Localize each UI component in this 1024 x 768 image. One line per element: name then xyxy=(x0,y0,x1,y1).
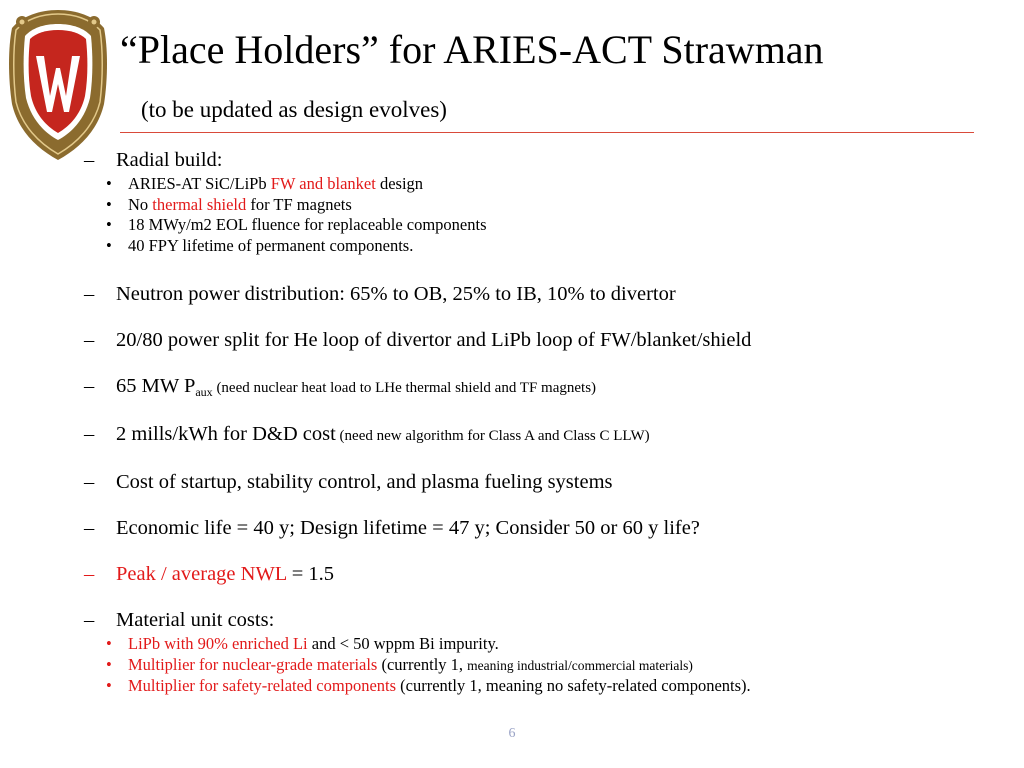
highlight-text: thermal shield xyxy=(152,194,247,214)
item-dd-cost xyxy=(84,420,1004,450)
item-radial-build xyxy=(84,146,1004,174)
bullet-marker: • xyxy=(106,194,112,214)
item-text: 2 mills/kWh for D&D cost xyxy=(116,423,336,445)
item-text: Economic life = 40 y; Design lifetime = 47 y; Consider 50 or 60 y life? xyxy=(116,517,700,539)
item-note: (need new algorithm for Class A and Class C LLW) xyxy=(335,428,650,444)
dash-marker: – xyxy=(84,517,95,539)
item-peak-nwl xyxy=(84,560,1004,588)
item-material-costs xyxy=(84,606,1004,634)
item-power-split xyxy=(84,326,1004,354)
item-note: (need nuclear heat load to LHe thermal shield and TF magnets) xyxy=(212,380,597,396)
item-text: Neutron power distribution: 65% to OB, 25% to IB, 10% to divertor xyxy=(116,283,676,305)
item-text: 20/80 power split for He loop of divertor and LiPb loop of FW/blanket/shield xyxy=(116,329,752,351)
radial-build-bullets xyxy=(84,174,1004,256)
highlight-text: Multiplier for nuclear-grade materials xyxy=(128,654,378,674)
material-cost-bullets xyxy=(84,634,1004,697)
slide-title: “Place Holders” for ARIES-ACT Strawman xyxy=(120,27,824,72)
item-text: Material unit costs: xyxy=(116,609,275,631)
item-text: 65 MW P xyxy=(116,375,196,397)
highlight-text: Peak / average NWL xyxy=(116,563,287,585)
item-paux xyxy=(84,372,1004,402)
item-startup-cost xyxy=(84,468,1004,496)
list-item: • Multiplier for safety-related components (currently 1, meaning no safety-related components). xyxy=(106,676,751,695)
list-item: • LiPb with 90% enriched Li and < 50 wppm Bi impurity. xyxy=(106,634,499,653)
dash-marker: – xyxy=(84,423,95,445)
bullet-marker: • xyxy=(106,215,112,234)
item-text: = 1.5 xyxy=(286,563,334,585)
page-number: 6 xyxy=(508,726,516,741)
dash-marker: – xyxy=(84,329,95,351)
dash-marker: – xyxy=(84,471,95,493)
bullet-marker: • xyxy=(106,634,112,653)
highlight-text: FW and blanket xyxy=(270,174,376,193)
university-crest-logo xyxy=(6,8,110,162)
slide-body xyxy=(84,146,1004,697)
list-item: • ARIES-AT SiC/LiPb FW and blanket design xyxy=(106,174,424,193)
list-item: • No thermal shield for TF magnets xyxy=(106,194,352,214)
title-divider xyxy=(120,132,974,133)
dash-marker: – xyxy=(84,149,95,171)
dash-marker: – xyxy=(84,375,95,397)
item-text: Radial build: xyxy=(116,149,223,171)
item-neutron-power xyxy=(84,280,1004,308)
bullet-marker: • xyxy=(106,235,112,255)
subscript: aux xyxy=(195,385,213,399)
dash-marker: – xyxy=(84,563,95,585)
item-text: Cost of startup, stability control, and plasma fueling systems xyxy=(116,471,613,493)
list-item: • 18 MWy/m2 EOL fluence for replaceable components xyxy=(106,215,487,234)
highlight-text: LiPb with 90% enriched Li xyxy=(128,634,308,653)
item-economic-life xyxy=(84,514,1004,542)
bullet-marker: • xyxy=(106,654,112,674)
dash-marker: – xyxy=(84,283,95,305)
bullet-marker: • xyxy=(106,676,112,695)
dash-marker: – xyxy=(84,609,95,631)
list-item: • Multiplier for nuclear-grade materials (currently 1, meaning industrial/commercial materials) xyxy=(106,654,693,674)
bullet-marker: • xyxy=(106,174,112,193)
list-item: • 40 FPY lifetime of permanent components. xyxy=(106,235,414,255)
highlight-text: Multiplier for safety-related components xyxy=(128,676,397,695)
slide-subtitle: (to be updated as design evolves) xyxy=(141,97,447,122)
